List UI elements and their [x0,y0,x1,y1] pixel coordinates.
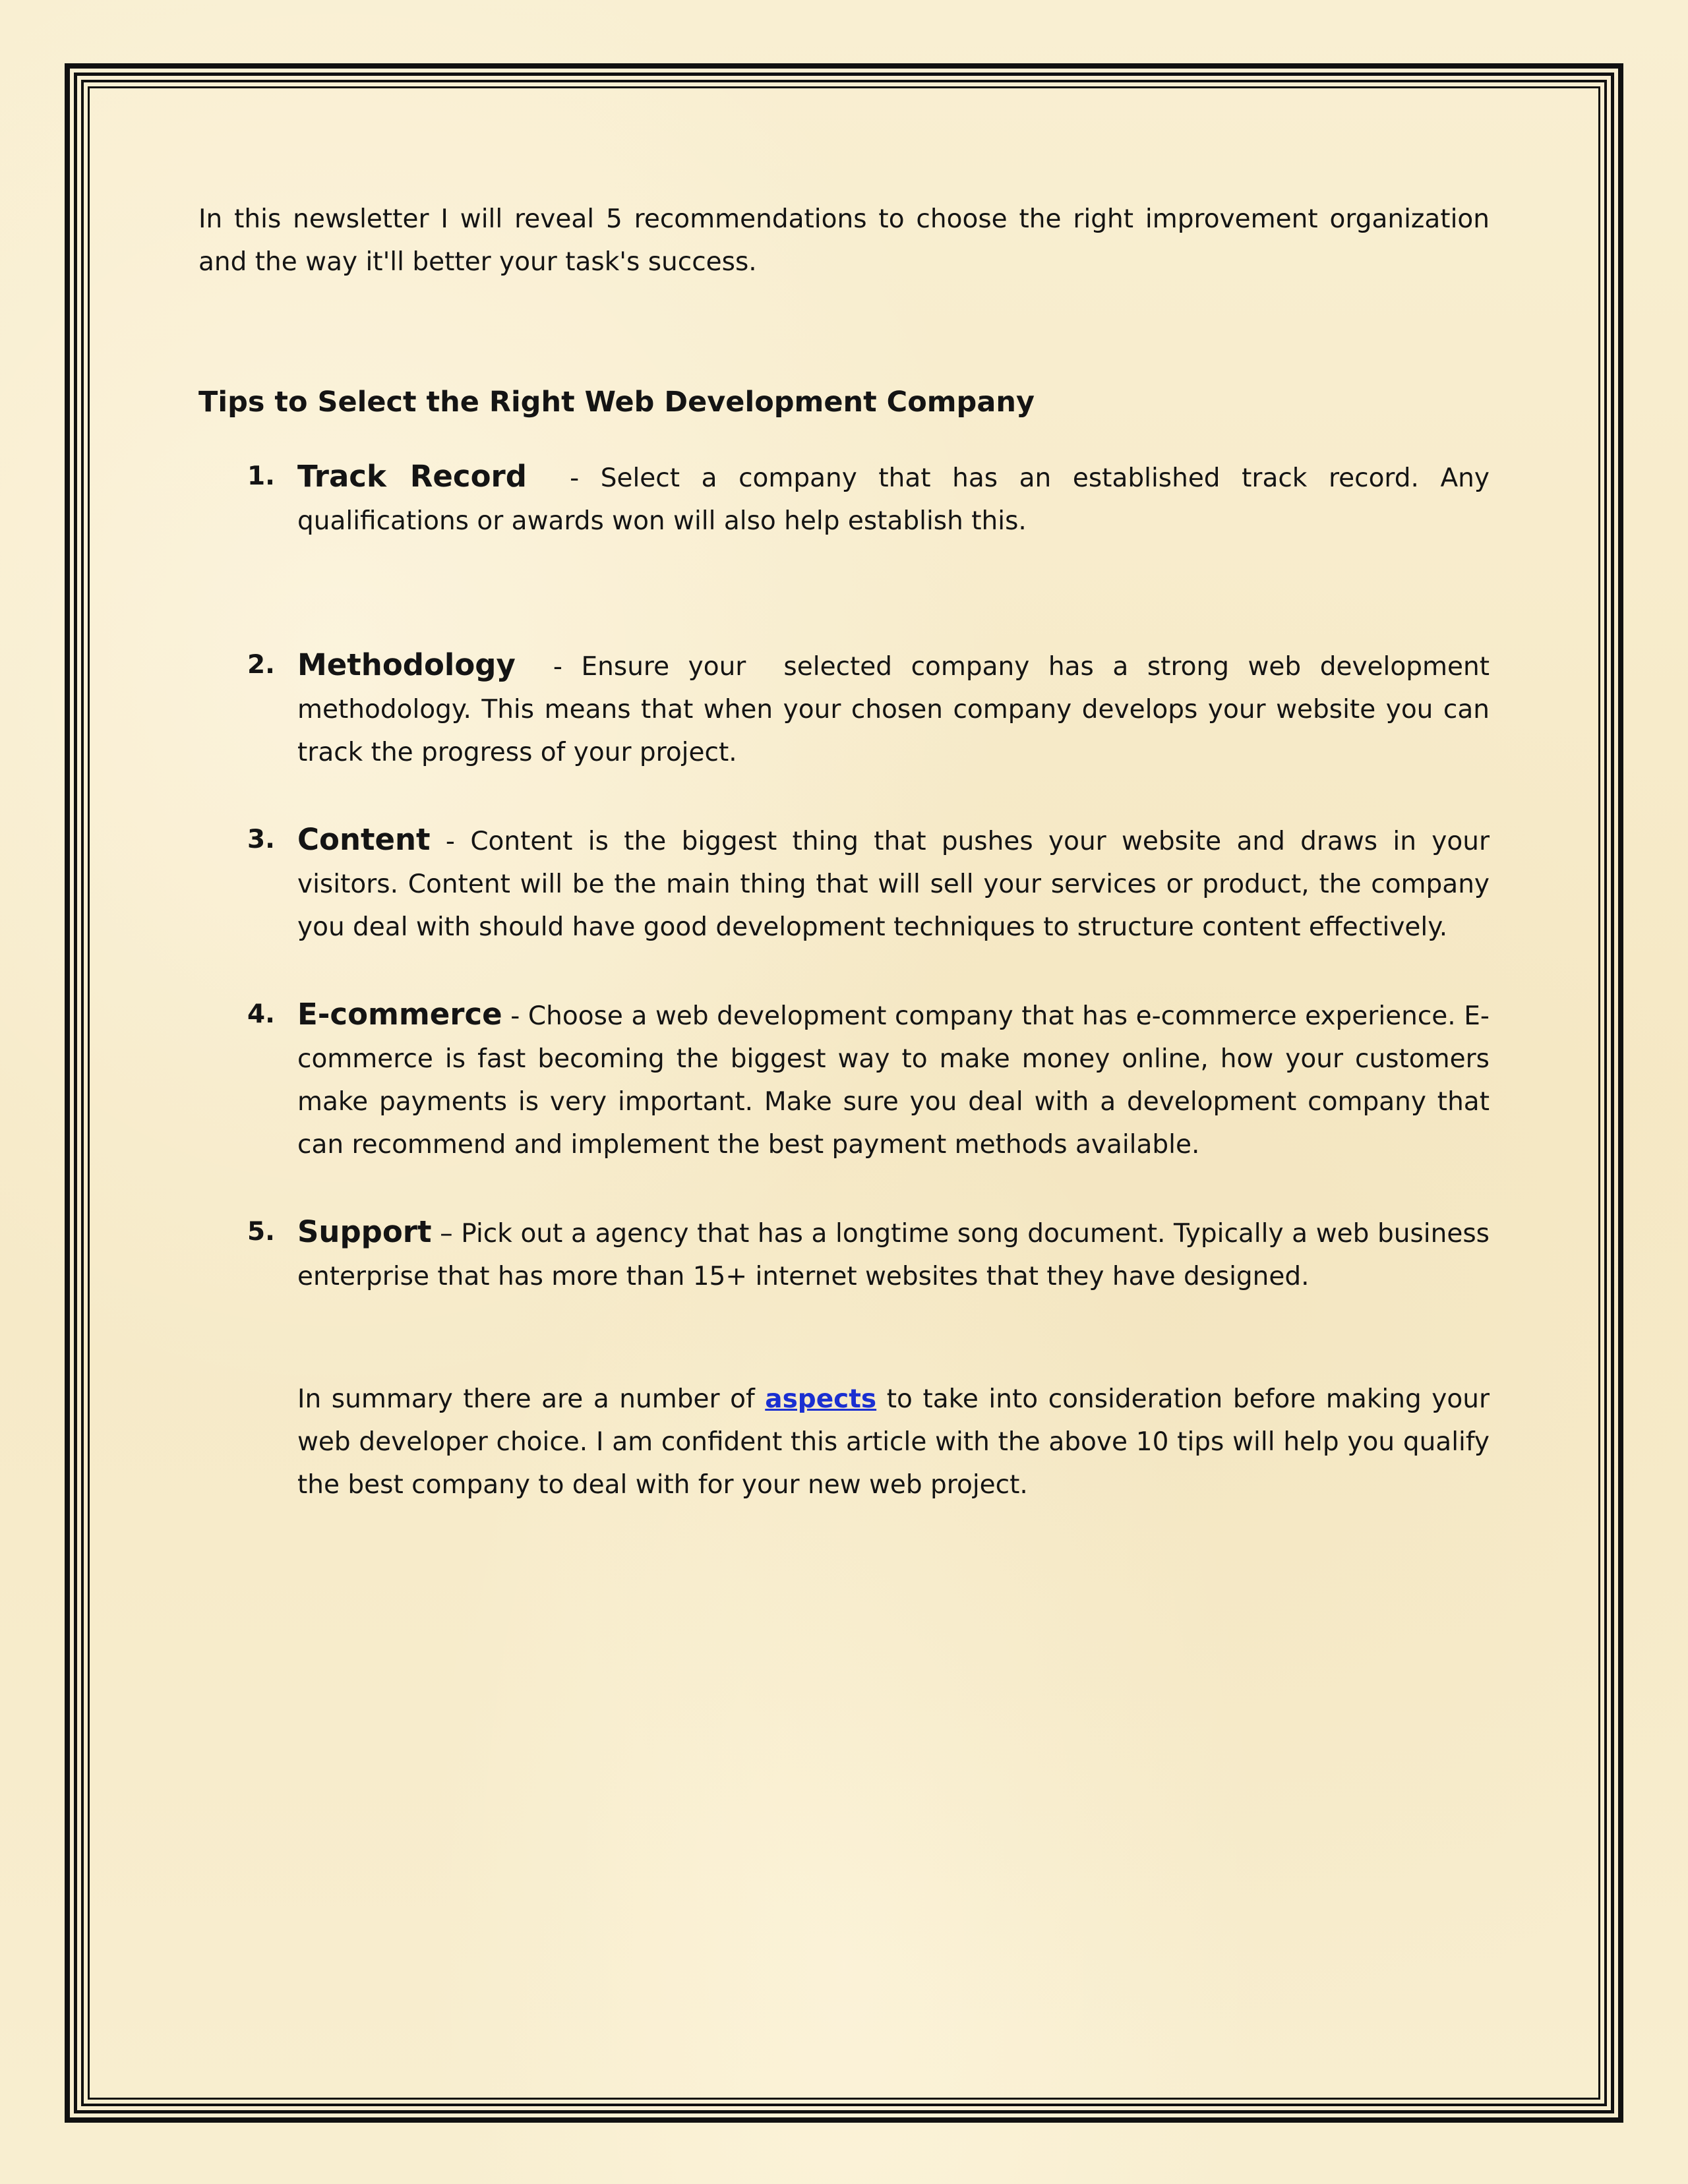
tip-term: Content [297,822,431,857]
tip-text: - Choose a web development company that has e-commerce experience. E-commerce is fast becoming the biggest way to make money online, how your customers make payments is very important. Make sure you deal with a development company that can recommend and implement the best payment methods available. [297,1001,1498,1160]
tip-term: Methodology [297,647,516,682]
section-title: Tips to Select the Right Web Development Company [198,386,1035,419]
tip-number: 2. [247,650,275,680]
document-body [198,198,1498,1500]
tip-item-methodology [198,643,1498,774]
tip-number: 4. [247,999,275,1029]
summary-text-end: to take into consideration before making your web developer choice. I am confident this article with the above 10 tips will help you qualify the best company to deal with for your new web project. [297,1384,1498,1500]
tip-text: - Ensure your selected company has a strong web development methodology. This means that when your chosen company develops your website you can track the progress of your project. [297,652,1498,767]
tips-list [198,455,1498,1298]
tip-text: – Pick out a agency that has a longtime song document. Typically a web business enterprise that has more than 15+ internet websites that they have designed. [297,1219,1498,1291]
tip-text: - Content is the biggest thing that pushes your website and draws in your visitors. Content will be the main thing that will sell your services or product, the company you deal with should have good development techniques to structure content effectively. [297,827,1498,942]
intro-paragraph: In this newsletter I will reveal 5 recommendations to choose the right improvement organization and the way it'll better your task's success. [198,204,1490,277]
tip-item-support [198,1210,1498,1298]
tip-term: Track Record [297,459,527,494]
summary-text-start: In summary there are a number of [297,1384,766,1414]
tip-number: 5. [247,1217,275,1247]
tip-text: - Select a company that has an established track record. Any qualifications or awards won will also help establish this. [297,463,1498,536]
tip-number: 1. [247,461,275,491]
tip-item-content [198,818,1498,949]
aspects-link[interactable]: aspects [765,1384,877,1414]
summary-paragraph [297,1378,1498,1506]
tip-term: Support [297,1214,432,1249]
tip-term: E-commerce [297,997,502,1032]
tip-number: 3. [247,825,275,854]
tip-item-e-commerce [198,993,1498,1166]
tip-item-track-record [198,455,1498,543]
